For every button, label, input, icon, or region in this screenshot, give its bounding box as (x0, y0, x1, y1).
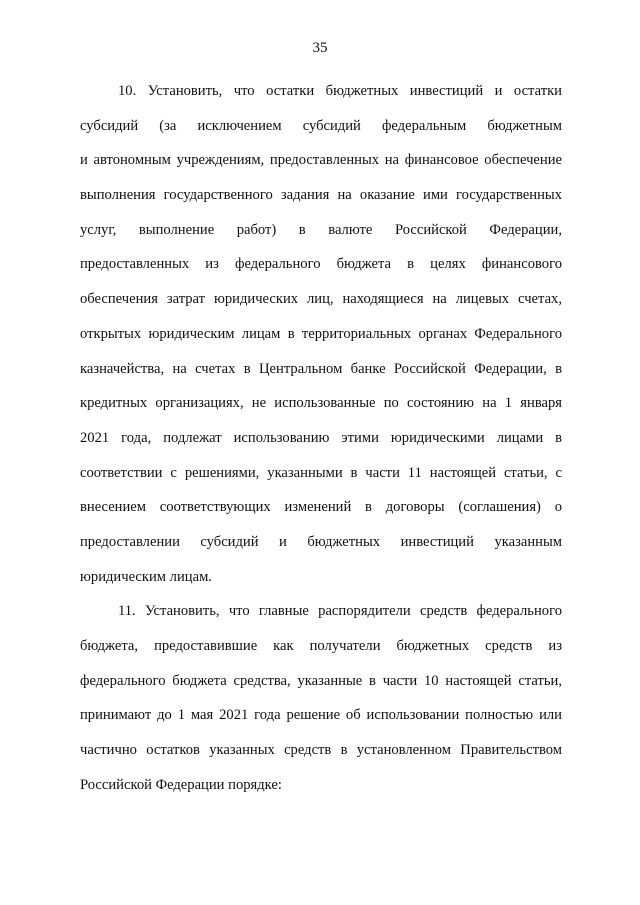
paragraph-11 (80, 594, 562, 802)
text-line: обеспечения затрат юридических лиц, находящиеся на лицевых счетах, (80, 291, 562, 308)
text-line: кредитных организациях, не использованные по состоянию на 1 января (80, 395, 562, 412)
text-line: принимают до 1 мая 2021 года решение об использовании полностью или (80, 707, 562, 724)
document-body (80, 74, 562, 802)
text-line: 11. Установить, что главные распорядители средств федерального (118, 603, 562, 620)
text-line: предоставленных из федерального бюджета в целях финансового (80, 256, 562, 273)
text-line: Российской Федерации порядке: (80, 776, 282, 793)
text-line: федерального бюджета средства, указанные в части 10 настоящей статьи, (80, 672, 562, 689)
text-line: и автономным учреждениям, предоставленных на финансовое обеспечение (80, 152, 562, 169)
text-line: субсидий (за исключением субсидий федеральным бюджетным (80, 117, 562, 134)
text-line: внесением соответствующих изменений в договоры (соглашения) о (80, 499, 562, 516)
text-line: бюджета, предоставившие как получатели бюджетных средств из (80, 638, 562, 654)
text-line: услуг, выполнение работ) в валюте Российской Федерации, (80, 221, 562, 238)
text-line: юридическим лицам. (80, 568, 212, 585)
text-line: выполнения государственного задания на оказание ими государственных (80, 187, 562, 204)
text-line: 10. Установить, что остатки бюджетных инвестиций и остатки (118, 83, 562, 99)
text-line: 2021 года, подлежат использованию этими юридическими лицами в (80, 429, 562, 446)
page-number: 35 (312, 40, 328, 56)
text-line: казначейства, на счетах в Центральном банке Российской Федерации, в (80, 360, 562, 377)
text-line: соответствии с решениями, указанными в части 11 настоящей статьи, с (80, 464, 562, 481)
paragraph-10 (80, 74, 562, 594)
text-line: открытых юридическим лицам в территориальных органах Федерального (80, 325, 562, 342)
text-line: частично остатков указанных средств в установленном Правительством (80, 742, 562, 759)
text-line: предоставлении субсидий и бюджетных инвестиций указанным (80, 533, 562, 550)
